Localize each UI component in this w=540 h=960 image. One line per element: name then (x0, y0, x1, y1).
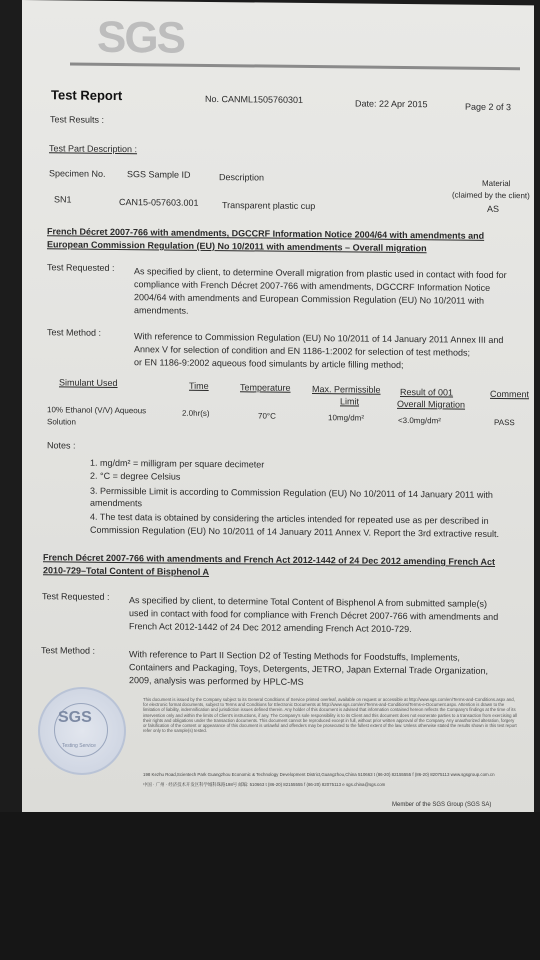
section2-method-label: Test Method : (41, 645, 96, 656)
col-max-limit-2: Limit (340, 396, 360, 407)
max-limit-value: 10mg/dm² (328, 413, 365, 423)
report-title: Test Report (51, 87, 123, 104)
note-3: 3. Permissible Limit is according to Commission Regulation (EU) No 10/2011 of 14 January 2011 with (90, 485, 493, 500)
section2-method-line-3: 2009, analysis was performed by HPLC-MS (129, 675, 304, 687)
col-specimen-no: Specimen No. (49, 168, 106, 179)
photo-background (0, 812, 540, 960)
sgs-stamp-icon (38, 687, 126, 775)
specimen-value: SN1 (54, 194, 72, 205)
col-result-1: Result of 001 (400, 386, 454, 398)
section2-requested-line-3: French Act 2012-1442 of 24 Dec 2012 amending French Act 2010-729. (129, 621, 412, 635)
col-time: Time (189, 380, 209, 391)
section1-method-line-3: or EN 1186-9:2002 aqueous food simulants by article filling method; (134, 357, 404, 370)
section1-heading-1: French Décret 2007-766 with amendments, DGCCRF Information Notice 2004/64 with amendments and (47, 226, 485, 241)
col-material-1: Material (482, 178, 511, 189)
note-2: 2. °C = degree Celsius (90, 470, 181, 482)
col-sgs-sample-id: SGS Sample ID (127, 169, 191, 180)
section2-heading-2: 2010-729–Total Content of Bisphenol A (43, 565, 210, 577)
section1-method-line-2: Annex V for selection of condition and EN 1186-1:2002 for selection of test methods; (134, 344, 471, 358)
report-number: No. CANML1505760301 (205, 93, 304, 105)
sgs-logo: SGS (97, 12, 184, 63)
footer-address-cn: 中国 · 广州 · 经济技术开发区科学城科珠路198号 邮编: 510663 t (86-20) 82155555 f (86-20) 82075113 e sgs.china@sgs.com (143, 782, 386, 787)
section1-requested-line-3: 2004/64 with amendments and European Commission Regulation (EU) No 10/2011 with (134, 292, 485, 306)
stamp-subtext: Testing Service (62, 743, 96, 749)
material-value: AS (487, 203, 500, 214)
note-1: 1. mg/dm² = milligram per square decimeter (90, 457, 265, 470)
col-max-limit-1: Max. Permissible (312, 384, 381, 395)
col-comment: Comment (490, 388, 530, 400)
section2-requested-line-2: used in contact with food for compliance with French Décret 2007-766 with amendments and (129, 608, 499, 622)
header-divider (70, 63, 520, 71)
note-4: 4. The test data is obtained by considering the articles intended for repeated use as per described in (90, 511, 489, 526)
simulant-value-2: Solution (47, 417, 76, 427)
footer-disclaimer: This document is issued by the Company subject to its General Conditions of Service printed overleaf, available on request or accessible at http://www.sgs.com/en/Terms-and-Conditions.aspx and, for electronic format documents, subject to Terms and Conditions for Electronic Documents at http://www.sgs.com/en/Terms-and-Conditions/Terms-e-Document.aspx. Attention is drawn to the limitation of liability, indemnification and jurisdiction issues defined therein. Any holder of this document is advised that information contained hereon reflects the Company's findings at the time of its intervention only and within the limits of Client's instructions, if any. The Company's sole responsibility is to its Client and this document does not exonerate parties to a transaction from exercising all their rights and obligations under the transaction documents. This document cannot be reproduced except in full, without prior written approval of the Company. Any unauthorized alteration, forgery or falsification of the content or appearance of this document is unlawful and offenders may be prosecuted to the fullest extent of the law. Unless otherwise stated the results shown in this test report refer only to the sample(s) tested. (143, 697, 518, 734)
section2-method-line-2: Containers and Packaging, Toys, Detergents, JETRO, Japan External Trade Organization, (129, 662, 489, 676)
simulant-value-1: 10% Ethanol (V/V) Aqueous (47, 405, 147, 416)
time-value: 2.0hr(s) (182, 408, 210, 418)
col-simulant-used: Simulant Used (59, 377, 118, 389)
page-number: Page 2 of 3 (465, 101, 512, 113)
section1-heading-2: European Commission Regulation (EU) No 10/2011 with amendments – Overall migration (47, 239, 427, 254)
col-material-2: (claimed by the client) (452, 190, 530, 201)
section1-requested-label: Test Requested : (47, 262, 115, 273)
result-value: <3.0mg/dm² (398, 415, 441, 426)
section2-method-line-1: With reference to Part II Section D2 of Testing Methods for Foodstuffs, Implements, (129, 649, 460, 663)
temperature-value: 70°C (258, 411, 276, 421)
section1-requested-line-4: amendments. (134, 305, 189, 316)
description-value: Transparent plastic cup (222, 200, 316, 212)
section2-requested-line-1: As specified by client, to determine Total Content of Bisphenol A from submitted sample(s) (129, 595, 488, 609)
section2-requested-label: Test Requested : (42, 591, 110, 602)
note-4-cont: Commission Regulation (EU) No 10/2011 of 14 January 2011 Annex V. Report the 3rd extractive result. (90, 524, 500, 539)
test-results-label: Test Results : (50, 114, 105, 125)
col-result-2: Overall Migration (397, 398, 466, 410)
section1-method-label: Test Method : (47, 327, 102, 338)
sgs-member-text: Member of the SGS Group (SGS SA) (392, 802, 492, 808)
footer-address-en: 198 Kezhu Road,Scientech Park Guangzhou Economic & Technology Development District,Guangzhou,China 510663 t (86-20) 82155555 f (86-20) 82075113 www.sgsgroup.com.cn (143, 772, 495, 777)
section2-heading-1: French Décret 2007-766 with amendments and French Act 2012-1442 of 24 Dec 2012 amending French Act (43, 552, 496, 567)
section1-requested-line-2: compliance with French Décret 2007-766 with amendments, DGCCRF Information Notice (134, 279, 491, 293)
notes-label: Notes : (47, 440, 76, 451)
comment-value: PASS (494, 417, 515, 428)
section1-method-line-1: With reference to Commission Regulation (EU) No 10/2011 of 14 January 2011 Annex III and (134, 331, 504, 346)
report-date: Date: 22 Apr 2015 (355, 98, 428, 110)
section1-requested-line-1: As specified by client, to determine Overall migration from plastic used in contact with food for (134, 266, 507, 281)
stamp-text: SGS (58, 709, 92, 726)
col-temperature: Temperature (240, 382, 291, 393)
test-part-description-label: Test Part Description : (49, 143, 138, 155)
sample-id-value: CAN15-057603.001 (119, 197, 199, 208)
col-description: Description (219, 172, 265, 183)
note-3-cont: amendments (90, 497, 143, 509)
